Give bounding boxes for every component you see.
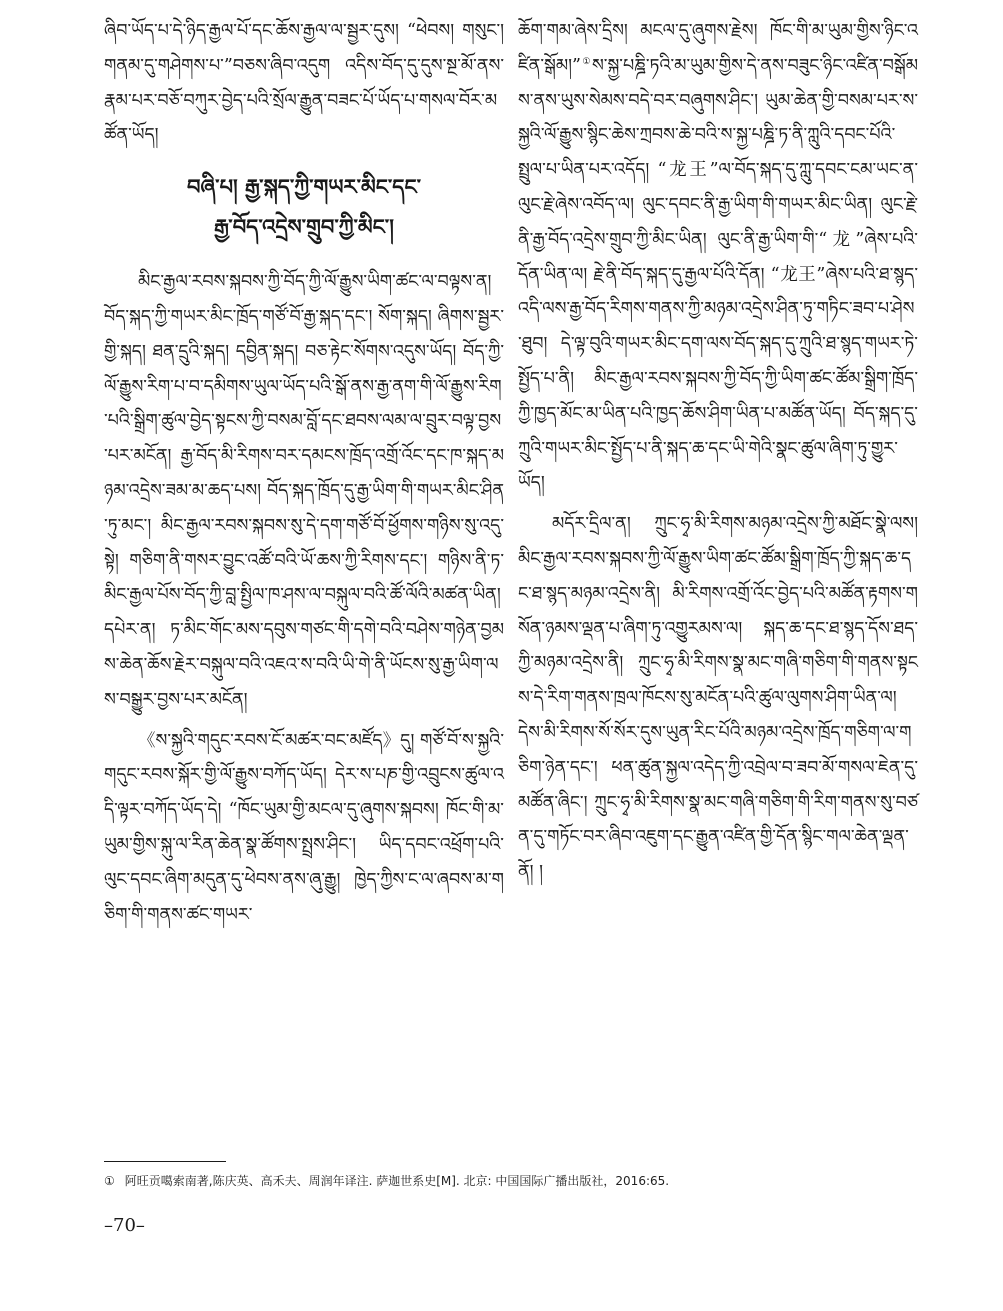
right-paragraph-1-start: ཆོག་གམ་ཞེས་དྲིས། མངལ་དུ་ཞུགས་རྗེས། ཁོང་གི་མ་ཡུམ་གྱིས་ཉིང་འཛིན་སྒོམ།” bbox=[518, 21, 918, 76]
page-number: –70– bbox=[104, 1215, 145, 1236]
right-paragraph-1-rest: ས་སྐྱ་པཎྜི་ཏའི་མ་ཡུམ་གྱིས་དེ་ནས་བཟུང་ཉིང་འཛིན་བསྒོམས་ནས་ཡུས་སེམས་བདེ་བར་བཞུགས་ཤིང་། ཡུམ་ཆེན་གྱི་བསམ་པར་ས་སྐྱའི་ལོ་རྒྱུས་སྙིང་ཆེས་ཀྲབས་ཆེ་བའི་ས་སྐྱ་པཎྜི་ཏ་ནི་ཀླུའི་དབང་པོའི་སྤྲུལ་པ་ཡིན་པར་འདོད། “龙王”ལ་བོད་སྐད་དུ་ཀླུ་དབང་ངམ་ཡང་ན་ལུང་རྗེ་ཞེས་འབོད་ལ། ལུང་དབང་ནི་རྒྱ་ཡིག་གི་གཡར་མིང་ཡིན། ལུང་རྗེ་ནི་རྒྱ་བོད་འདྲེས་གྲུབ་ཀྱི་མིང་ཡིན། ལུང་ནི་རྒྱ་ཡིག་གི་“龙”ཞེས་པའི་དོན་ཡིན་ལ། རྗེ་ནི་བོད་སྐད་དུ་རྒྱལ་པོའི་དོན། “龙王”ཞེས་པའི་ཐ་སྙད་འདི་ལས་རྒྱ་བོད་རིགས་གནས་ཀྱི་མཉམ་འདྲེས་ཤིན་ཏུ་གཏིང་ཟབ་པ་ཤེས་ཐུབ། དེ་ལྟ་བུའི་གཡར་མིང་དག་ལས་བོད་སྐད་དུ་ཀྲུའི་ཐ་སྙད་གཡར་ཏེ་སྤྱོད་པ་ནི། མིང་རྒྱལ་རབས་སྐབས་ཀྱི་བོད་ཀྱི་ཡིག་ཚང་ཚོམ་སྒྲིག་ཁྲོད་ཀྱི་ཁྱད་མོང་མ་ཡིན་པའི་ཁྱད་ཆོས་ཤིག་ཡིན་པ་མཚོན་ཡོད། བོད་སྐད་དུ་ཀྲུའི་གཡར་མིང་སྤྱོད་པ་ནི་སྐད་ཆ་དང་ཡི་གེའི་སྣང་ཚུལ་ཞིག་ཏུ་གྱུར་ཡོད། bbox=[518, 55, 918, 494]
section-heading-line-2: རྒྱ་བོད་འདྲེས་གྲུབ་ཀྱི་མིང་། bbox=[214, 214, 394, 240]
right-paragraph-1 bbox=[518, 14, 918, 501]
left-paragraph-2: མིང་རྒྱལ་རབས་སྐབས་ཀྱི་བོད་ཀྱི་ལོ་རྒྱུས་ཡིག་ཚང་ལ་བལྟས་ན། བོད་སྐད་ཀྱི་གཡར་མིང་ཁྲོད་གཙོ་བོ་རྒྱ་སྐད་དང་། སོག་སྐད། ཞིགས་སྦྱར་གྱི་སྐད། ཐན་དྲུའི་སྐད། དབྱིན་སྐད། བཅ་རྟེང་སོགས་འདུས་ཡོད། བོད་ཀྱི་ལོ་རྒྱུས་རིག་པ་བ་དམིགས་ཡུལ་ཡོད་པའི་སྒོ་ནས་རྒྱ་ནག་གི་ལོ་རྒྱུས་རིག་པའི་སྒྲིག་ཚུལ་བྱེད་སྟངས་ཀྱི་བསམ་བློ་དང་ཐབས་ལམ་ལ་བྲུར་བལྟ་བྱས་པར་མངོན། རྒྱ་བོད་མི་རིགས་བར་དམངས་ཁྲོད་འགྲོ་འོང་དང་ཁ་སྐད་མཉམ་འདྲེས་ཟམ་མ་ཆད་པས། བོད་སྐད་ཁྲོད་དུ་རྒྱ་ཡིག་གི་གཡར་མིང་ཤིན་ཏུ་མང་། མིང་རྒྱལ་རབས་སྐབས་སུ་དེ་དག་གཙོ་བོ་ཕྱོགས་གཉིས་སུ་འདུ་སྟེ། གཅིག་ནི་གསར་བྱུང་འཚོ་བའི་ཡོ་ཆས་ཀྱི་རིགས་དང་། གཉིས་ནི་ཏ་མིང་རྒྱལ་པོས་བོད་ཀྱི་བླ་སྤྱིལ་ཁ་ཤས་ལ་བསྐུལ་བའི་ཚོ་ལོའི་མཚན་ཡིན། དཔེར་ན། ཏ་མིང་གོང་མས་དབུས་གཙང་གི་དགེ་བའི་བཤེས་གཉེན་བྱམས་ཆེན་ཆོས་རྗེར་བསྐུལ་བའི་འཇའ་ས་བའི་ཡི་གེ་ནི་ཡོངས་སུ་རྒྱ་ཡིག་ལས་བསྒྱུར་བྱས་པར་མངོན། bbox=[104, 272, 504, 710]
right-paragraph-2: མདོར་དྲིལ་ན། ཀྲུང་ཧྭ་མི་རིགས་མཉམ་འདྲེས་ཀྱི་མཐོང་སྣེ་ལས། མིང་རྒྱལ་རབས་སྐབས་ཀྱི་ལོ་རྒྱུས་ཡིག་ཚང་ཚོམ་སྒྲིག་ཁྲོད་ཀྱི་སྐད་ཆ་དང་ཐ་སྙད་མཉམ་འདྲེས་ནི། མི་རིགས་འགྲོ་འོང་བྱེད་པའི་མཚོན་རྟགས་གསོན་ཉམས་ལྡན་པ་ཞིག་ཏུ་འགྱུརམས་ལ། སྐད་ཆ་དང་ཐ་སྙད་དོས་ཐད་ཀྱི་མཉམ་འདྲེས་ནི། ཀྲུང་ཧྭ་མི་རིགས་སྣ་མང་གཞི་གཅིག་གི་གནས་སྟངས་དེ་རིག་གནས་ཁྲལ་ཁོངས་སུ་མངོན་པའི་ཚུལ་ལུགས་ཤིག་ཡིན་ལ། དེས་མི་རིགས་སོ་སོར་དུས་ཡུན་རིང་པོའི་མཉམ་འདྲེས་ཁྲོད་གཅིག་ལ་གཅིག་ཉེན་དང་། ཕན་ཚུན་སྐྱལ་འདེད་ཀྱི་འབྲེལ་བ་ཟབ་མོ་གསལ་ཇེན་དུ་མཚོན་ཞིང་། ཀྲུང་ཧྭ་མི་རིགས་སྣ་མང་གཞི་གཅིག་གི་རིག་གནས་སུ་བཙན་དུ་གཏོང་བར་ཞིབ་འཇུག་དང་རྒྱུན་འཛིན་གྱི་དོན་སྙིང་གལ་ཆེན་ལྡན་ནོ། ། bbox=[518, 514, 918, 883]
footnote-reference[interactable]: ① bbox=[580, 56, 592, 67]
footnote bbox=[104, 1172, 904, 1190]
section-heading bbox=[104, 167, 504, 247]
left-paragraph-1: ཞིབ་ཡོད་པ་དེ་ཉིད་རྒྱལ་པོ་དང་ཆོས་རྒྱལ་ལ་སྦྱར་དུས། “ཕེབས། གསུང་། གནམ་དུ་གཤེགས་པ་”བཅས་ཞིབ་འདུག འདིས་བོད་དུ་དུས་སྔ་མོ་ནས་རྣམ་པར་བཅོ་བཀུར་བྱེད་པའི་སྲོལ་རྒྱུན་བཟང་པོ་ཡོད་པ་གསལ་བོར་མཚོན་ཡོད། bbox=[104, 21, 504, 146]
left-paragraph-3: 《ས་སྐྱའི་གདུང་རབས་ངོ་མཚར་བང་མཛོད》དུ། གཙོ་བོ་ས་སྐྱའི་གདུང་རབས་སྐོར་གྱི་ལོ་རྒྱུས་བཀོད་ཡོད། དེར་ས་པཎ་གྱི་འབྲུངས་ཚུལ་འདི་ལྟར་བཀོད་ཡོད་དེ། “ཁོང་ཡུམ་གྱི་མངལ་དུ་ཞུགས་སྐབས། ཁོང་གི་མ་ཡུམ་གྱིས་སྐུ་ལ་རིན་ཆེན་སྣ་ཚོགས་སྤྲས་ཤིང་། ཡིད་དབང་འཕྲོག་པའི་ལུང་དབང་ཞིག་མདུན་དུ་ཕེབས་ནས་ཞུ་རྒྱུ། ཁྱེད་ཀྱིས་ང་ལ་ཞབས་མ་གཅིག་གི་གནས་ཚང་གཡར་ bbox=[104, 730, 504, 925]
section-heading-line-1: བཞི་པ། རྒྱ་སྐད་ཀྱི་གཡར་མིང་དང་ bbox=[187, 174, 421, 200]
right-column bbox=[518, 14, 918, 896]
footnote-text: 阿旺贡噶索南著,陈庆英、高禾夫、周润年译注. 萨迦世系史[M]. 北京: 中国国际广播出版社，2016:65. bbox=[124, 1174, 670, 1188]
left-column bbox=[104, 14, 504, 938]
footnote-number: ① bbox=[104, 1174, 115, 1188]
footnote-divider bbox=[104, 1161, 226, 1162]
